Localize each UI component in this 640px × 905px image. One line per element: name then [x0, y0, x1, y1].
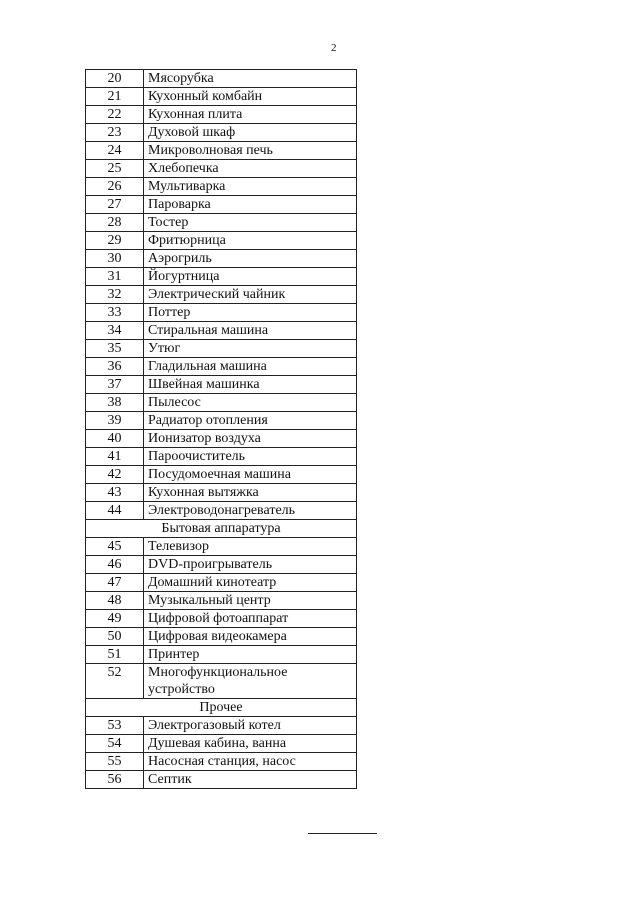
table-row — [86, 610, 357, 628]
row-number: 37 — [86, 376, 144, 394]
table-row — [86, 214, 357, 232]
row-number: 22 — [86, 106, 144, 124]
table-row — [86, 304, 357, 322]
row-number: 48 — [86, 592, 144, 610]
appliance-name: Кухонная вытяжка — [144, 484, 357, 502]
table-row — [86, 735, 357, 753]
table-row — [86, 502, 357, 520]
row-number: 40 — [86, 430, 144, 448]
row-number: 54 — [86, 735, 144, 753]
appliance-name: Хлебопечка — [144, 160, 357, 178]
appliance-name: Радиатор отопления — [144, 412, 357, 430]
section-title: Прочее — [86, 699, 357, 717]
appliance-name: Йогуртница — [144, 268, 357, 286]
appliance-name: Пылесос — [144, 394, 357, 412]
appliance-name — [144, 664, 357, 699]
table-row — [86, 340, 357, 358]
table-row — [86, 466, 357, 484]
table-row — [86, 646, 357, 664]
table-row — [86, 124, 357, 142]
section-header-row — [86, 699, 357, 717]
row-number: 49 — [86, 610, 144, 628]
appliance-name: Утюг — [144, 340, 357, 358]
table-row — [86, 196, 357, 214]
appliance-name-line: устройство — [148, 682, 215, 697]
table-row — [86, 268, 357, 286]
appliance-table — [85, 69, 357, 789]
table-row — [86, 286, 357, 304]
appliance-name: Посудомоечная машина — [144, 466, 357, 484]
footer-divider — [308, 833, 377, 834]
table-row — [86, 592, 357, 610]
appliance-name: Кухонный комбайн — [144, 88, 357, 106]
appliance-name: Пароварка — [144, 196, 357, 214]
row-number: 36 — [86, 358, 144, 376]
appliance-name: Кухонная плита — [144, 106, 357, 124]
appliance-name: Швейная машинка — [144, 376, 357, 394]
appliance-name: Электрогазовый котел — [144, 717, 357, 735]
appliance-name: Душевая кабина, ванна — [144, 735, 357, 753]
appliance-name: Цифровая видеокамера — [144, 628, 357, 646]
row-number: 55 — [86, 753, 144, 771]
appliance-table-body — [86, 70, 357, 789]
appliance-name: Ионизатор воздуха — [144, 430, 357, 448]
section-header-row — [86, 520, 357, 538]
row-number: 56 — [86, 771, 144, 789]
table-row — [86, 538, 357, 556]
appliance-name: Духовой шкаф — [144, 124, 357, 142]
table-row — [86, 142, 357, 160]
table-row — [86, 753, 357, 771]
row-number: 35 — [86, 340, 144, 358]
row-number: 44 — [86, 502, 144, 520]
appliance-name: Гладильная машина — [144, 358, 357, 376]
appliance-name: Аэрогриль — [144, 250, 357, 268]
table-row — [86, 484, 357, 502]
row-number: 43 — [86, 484, 144, 502]
table-row — [86, 556, 357, 574]
table-row — [86, 628, 357, 646]
table-row — [86, 70, 357, 88]
row-number: 53 — [86, 717, 144, 735]
row-number: 29 — [86, 232, 144, 250]
table-row — [86, 430, 357, 448]
table-row — [86, 394, 357, 412]
row-number: 46 — [86, 556, 144, 574]
row-number: 42 — [86, 466, 144, 484]
appliance-name: Электрический чайник — [144, 286, 357, 304]
appliance-name: Стиральная машина — [144, 322, 357, 340]
appliance-name-line: Многофункциональное — [148, 665, 288, 680]
row-number: 52 — [86, 664, 144, 699]
row-number: 51 — [86, 646, 144, 664]
row-number: 45 — [86, 538, 144, 556]
appliance-name: Поттер — [144, 304, 357, 322]
row-number: 33 — [86, 304, 144, 322]
table-row — [86, 574, 357, 592]
appliance-name: Микроволновая печь — [144, 142, 357, 160]
appliance-name: Тостер — [144, 214, 357, 232]
table-row — [86, 250, 357, 268]
row-number: 41 — [86, 448, 144, 466]
table-row — [86, 412, 357, 430]
appliance-name: Электроводонагреватель — [144, 502, 357, 520]
row-number: 32 — [86, 286, 144, 304]
appliance-name: Насосная станция, насос — [144, 753, 357, 771]
row-number: 28 — [86, 214, 144, 232]
row-number: 25 — [86, 160, 144, 178]
appliance-name: Пароочиститель — [144, 448, 357, 466]
appliance-name: Фритюрница — [144, 232, 357, 250]
row-number: 39 — [86, 412, 144, 430]
appliance-name: Мультиварка — [144, 178, 357, 196]
appliance-name: Септик — [144, 771, 357, 789]
table-row — [86, 322, 357, 340]
section-title: Бытовая аппаратура — [86, 520, 357, 538]
row-number: 31 — [86, 268, 144, 286]
appliance-name: Телевизор — [144, 538, 357, 556]
table-row — [86, 160, 357, 178]
table-row — [86, 88, 357, 106]
appliance-name: Музыкальный центр — [144, 592, 357, 610]
row-number: 38 — [86, 394, 144, 412]
table-row — [86, 664, 357, 699]
table-row — [86, 358, 357, 376]
row-number: 47 — [86, 574, 144, 592]
appliance-name: DVD-проигрыватель — [144, 556, 357, 574]
table-row — [86, 232, 357, 250]
appliance-name: Принтер — [144, 646, 357, 664]
row-number: 30 — [86, 250, 144, 268]
appliance-name: Цифровой фотоаппарат — [144, 610, 357, 628]
row-number: 20 — [86, 70, 144, 88]
table-row — [86, 376, 357, 394]
row-number: 26 — [86, 178, 144, 196]
appliance-name: Домашний кинотеатр — [144, 574, 357, 592]
table-row — [86, 771, 357, 789]
appliance-name: Мясорубка — [144, 70, 357, 88]
row-number: 50 — [86, 628, 144, 646]
row-number: 34 — [86, 322, 144, 340]
row-number: 23 — [86, 124, 144, 142]
row-number: 24 — [86, 142, 144, 160]
table-row — [86, 448, 357, 466]
row-number: 27 — [86, 196, 144, 214]
table-row — [86, 717, 357, 735]
table-row — [86, 106, 357, 124]
row-number: 21 — [86, 88, 144, 106]
page-number: 2 — [331, 42, 337, 54]
table-row — [86, 178, 357, 196]
